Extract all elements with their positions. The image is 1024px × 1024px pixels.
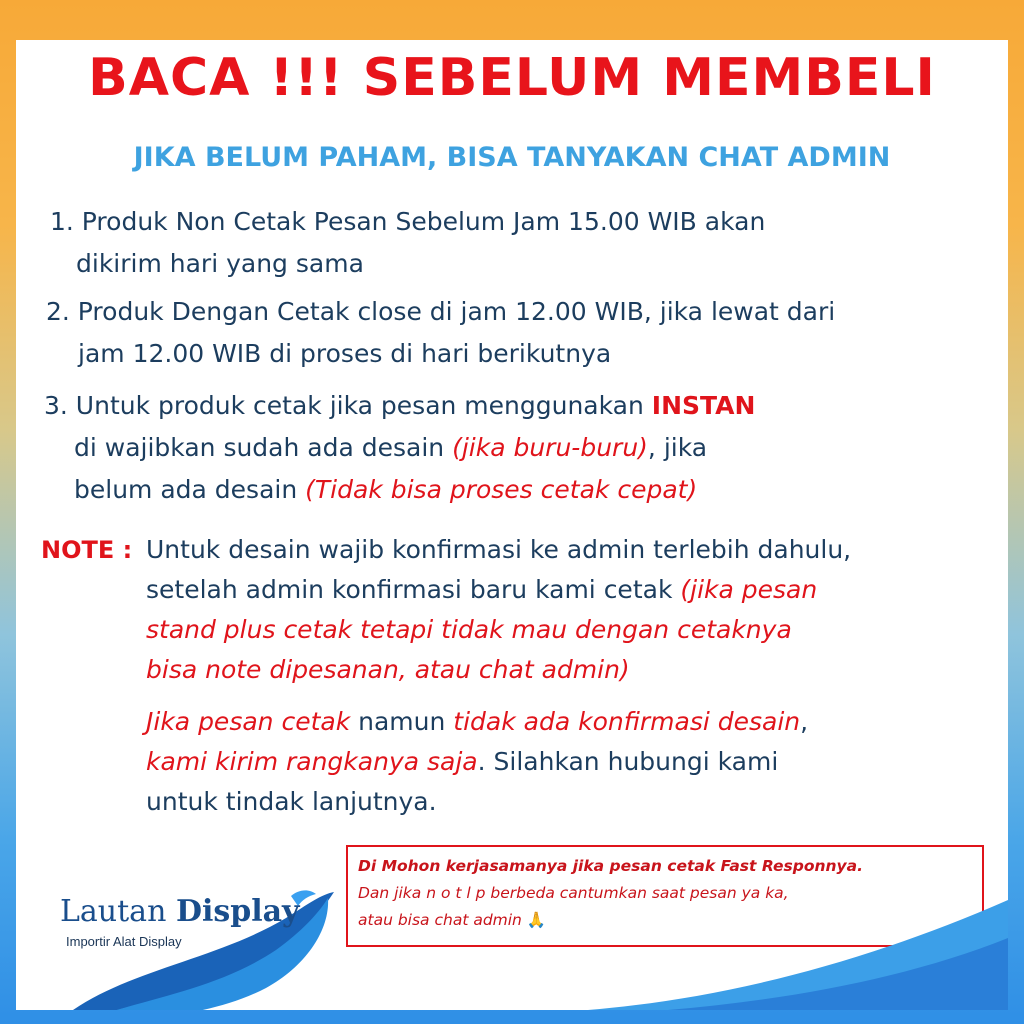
- note-line-2-text: setelah admin konfirmasi baru kami cetak: [146, 575, 681, 604]
- note-line-6: [146, 742, 851, 782]
- callout-line-3-text: atau bisa chat admin: [358, 911, 522, 929]
- note-line-6-text: . Silahkan hubungi kami: [477, 747, 779, 776]
- pray-icon: 🙏: [526, 911, 547, 929]
- rule-3-line-3-text: belum ada desain: [74, 475, 306, 504]
- rule-3-line-2-text: di wajibkan sudah ada desain: [74, 433, 453, 462]
- note-line-7: untuk tindak lanjutnya.: [146, 787, 437, 816]
- note-line-5-italic: Jika pesan cetak: [146, 707, 351, 736]
- rule-3-line-2-tail: , jika: [647, 433, 708, 462]
- rule-3-line-3-italic: (Tidak bisa proses cetak cepat): [305, 475, 698, 504]
- note-label: NOTE :: [41, 536, 133, 564]
- note-line-1: Untuk desain wajib konfirmasi ke admin terlebih dahulu,: [146, 535, 852, 564]
- rule-1-line-1: 1. Produk Non Cetak Pesan Sebelum Jam 15.00 WIB akan: [50, 207, 766, 236]
- note-line-5: [146, 702, 851, 742]
- note-line-6-italic: kami kirim rangkanya saja: [146, 747, 478, 776]
- logo-name-part-1: Lautan: [60, 894, 176, 929]
- brand-logo: [46, 890, 366, 1010]
- rule-2-line-2: jam 12.00 WIB di proses di hari berikutnya: [78, 339, 612, 368]
- note-line-4: bisa note dipesanan, atau chat admin): [146, 655, 630, 684]
- note-line-5-tail: ,: [800, 707, 809, 736]
- rule-2-line-1: 2. Produk Dengan Cetak close di jam 12.00 WIB, jika lewat dari: [46, 297, 836, 326]
- page-subtitle: JIKA BELUM PAHAM, BISA TANYAKAN CHAT ADMIN: [133, 142, 891, 173]
- rule-1-line-2: dikirim hari yang sama: [76, 249, 364, 278]
- rule-3-line-2: [74, 428, 707, 468]
- logo-name-part-2: Display: [175, 894, 300, 929]
- page-title: BACA !!! SEBELUM MEMBELI: [88, 48, 936, 108]
- note-body: [146, 530, 851, 822]
- note-gap: [146, 690, 851, 702]
- callout-line-1: Di Mohon kerjasamanya jika pesan cetak Fast Responnya.: [358, 857, 863, 875]
- rule-3-line-1: [44, 386, 755, 426]
- rule-3-line-3: [74, 470, 697, 510]
- rule-3-line-2-italic: (jika buru-buru): [452, 433, 648, 462]
- logo-tagline: Importir Alat Display: [66, 934, 182, 949]
- instan-highlight: INSTAN: [651, 391, 756, 420]
- rule-3-text: 3. Untuk produk cetak jika pesan menggunakan: [44, 391, 652, 420]
- bottom-wave-icon: [588, 860, 1008, 1010]
- note-line-2: [146, 570, 851, 610]
- note-line-5-italic-2: tidak ada konfirmasi desain: [453, 707, 801, 736]
- note-line-3: stand plus cetak tetapi tidak mau dengan cetaknya: [146, 615, 792, 644]
- callout-line-2: Dan jika n o t l p berbeda cantumkan saat pesan ya ka,: [358, 884, 789, 902]
- note-line-2-italic: (jika pesan: [680, 575, 818, 604]
- logo-name: [60, 894, 299, 929]
- info-card: [16, 40, 1008, 1010]
- note-line-5-text: namun: [350, 707, 454, 736]
